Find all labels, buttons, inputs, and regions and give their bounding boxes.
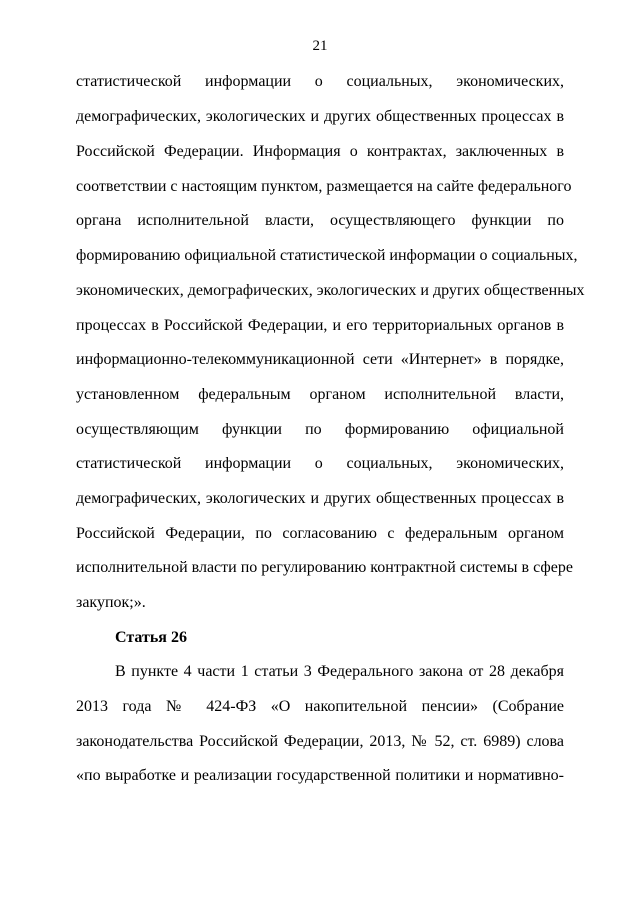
text-line: экономических, демографических, экологических и других общественных (76, 282, 585, 299)
text-line-first: В пункте 4 части 1 статьи 3 Федерального закона от 28 декабря (115, 663, 564, 680)
text-line: установленном федеральным органом исполнительной власти, (76, 386, 564, 403)
text-line: 2013 года № 424-ФЗ «О накопительной пенсии» (Собрание (76, 698, 564, 715)
text-line: демографических, экологических и других общественных процессах в (76, 490, 564, 507)
text-line: соответствии с настоящим пунктом, размещается на сайте федерального (76, 178, 572, 195)
text-line: Российской Федерации, по согласованию с федеральным органом (76, 525, 564, 542)
text-line: «по выработке и реализации государственной политики и нормативно- (76, 767, 564, 784)
text-line: формированию официальной статистической информации о социальных, (76, 247, 578, 264)
text-line: осуществляющим функции по формированию официальной (76, 421, 564, 438)
text-line: Российской Федерации. Информация о контрактах, заключенных в (76, 143, 564, 160)
text-line: статистической информации о социальных, экономических, (76, 455, 564, 472)
text-line: законодательства Российской Федерации, 2013, № 52, ст. 6989) слова (76, 733, 564, 750)
text-line: исполнительной власти по регулированию контрактной системы в сфере (76, 559, 573, 576)
text-line: демографических, экологических и других общественных процессах в (76, 108, 564, 125)
text-line: процессах в Российской Федерации, и его территориальных органов в (76, 317, 564, 334)
text-line: органа исполнительной власти, осуществляющего функции по (76, 212, 564, 229)
article-heading: Статья 26 (115, 629, 187, 646)
text-line-last: закупок;». (76, 594, 146, 611)
page-number: 21 (312, 38, 328, 54)
text-line: информационно-телекоммуникационной сети «Интернет» в порядке, (76, 351, 564, 368)
text-line: статистической информации о социальных, экономических, (76, 73, 564, 90)
